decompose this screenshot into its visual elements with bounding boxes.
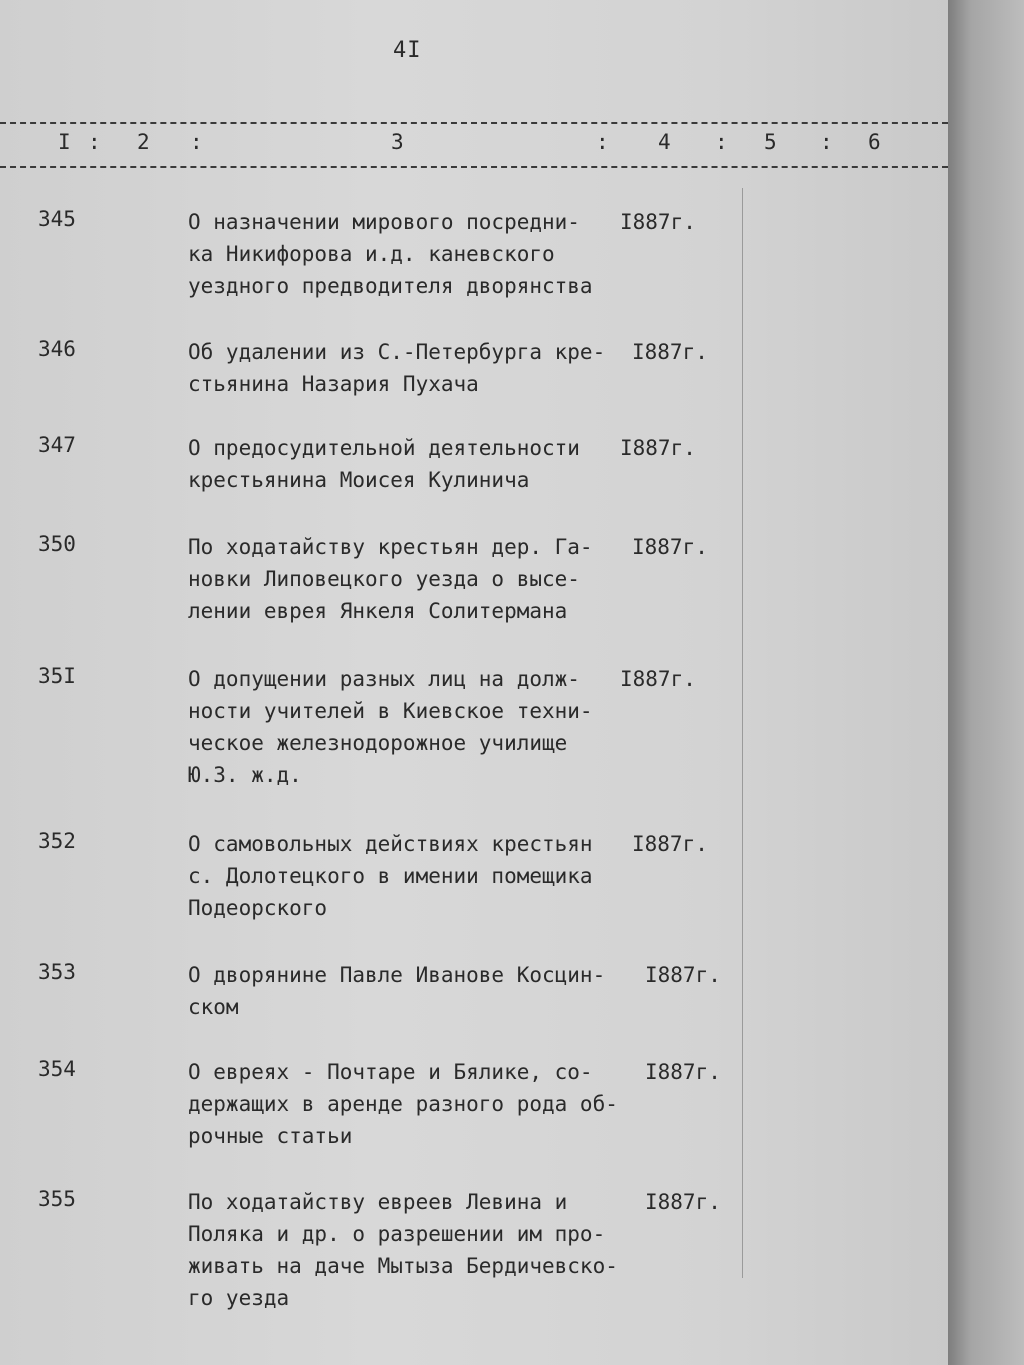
entry-number: 353	[38, 960, 76, 984]
column-header-4: 4	[658, 130, 671, 154]
entry-title: По ходатайству евреев Левина и Поляка и др. о разрешении им про- живать на даче Мытыза Бердичевско- го уезда	[188, 1190, 618, 1310]
entry-year: I887г.	[620, 436, 696, 460]
entry-title: О самовольных действиях крестьян с. Долотецкого в имении помещика Подеорского	[188, 832, 593, 920]
entry-number: 350	[38, 532, 76, 556]
column-divider	[742, 188, 743, 1278]
entry-year: I887г.	[620, 210, 696, 234]
column-separator: :	[820, 130, 833, 154]
column-header-5: 5	[764, 130, 777, 154]
entry-title: О допущении разных лиц на долж- ности учителей в Киевское техни- ческое железнодорожное училище Ю.З. ж.д.	[188, 667, 593, 787]
entry-year: I887г.	[632, 340, 708, 364]
page-number: 4I	[393, 38, 422, 63]
header-rule-bottom	[0, 166, 948, 168]
column-header-6: 6	[868, 130, 881, 154]
entry-year: I887г.	[632, 832, 708, 856]
entry-year: I887г.	[620, 667, 696, 691]
header-rule-top	[0, 122, 948, 124]
entry-number: 346	[38, 337, 76, 361]
entry-title: О дворянине Павле Иванове Косцин- ском	[188, 963, 606, 1019]
entry-year: I887г.	[632, 535, 708, 559]
column-separator: :	[596, 130, 609, 154]
column-header-2: 2	[137, 130, 150, 154]
column-separator: :	[88, 130, 101, 154]
column-separator: :	[715, 130, 728, 154]
entry-title: Об удалении из С.-Петербурга кре- стьянина Назария Пухача	[188, 340, 606, 396]
entry-number: 35I	[38, 664, 76, 688]
entry-number: 347	[38, 433, 76, 457]
column-header-1: I	[58, 130, 71, 154]
column-header-3: 3	[391, 130, 404, 154]
entry-title: О евреях - Почтаре и Бялике, со- держащих в аренде разного рода об- рочные статьи	[188, 1060, 618, 1148]
entry-year: I887г.	[645, 1060, 721, 1084]
entry-number: 352	[38, 829, 76, 853]
entry-title: По ходатайству крестьян дер. Га- новки Липовецкого уезда о высе- лении еврея Янкеля Солитермана	[188, 535, 593, 623]
entry-number: 345	[38, 207, 76, 231]
entry-number: 355	[38, 1187, 76, 1211]
entry-number: 354	[38, 1057, 76, 1081]
entry-title: О предосудительной деятельности крестьянина Моисея Кулинича	[188, 436, 580, 492]
entry-year: I887г.	[645, 1190, 721, 1214]
column-separator: :	[190, 130, 203, 154]
page-edge-background	[948, 0, 1024, 1365]
entry-title: О назначении мирового посредни- ка Никифорова и.д. каневского уездного предводителя дворянства	[188, 210, 593, 298]
entry-year: I887г.	[645, 963, 721, 987]
